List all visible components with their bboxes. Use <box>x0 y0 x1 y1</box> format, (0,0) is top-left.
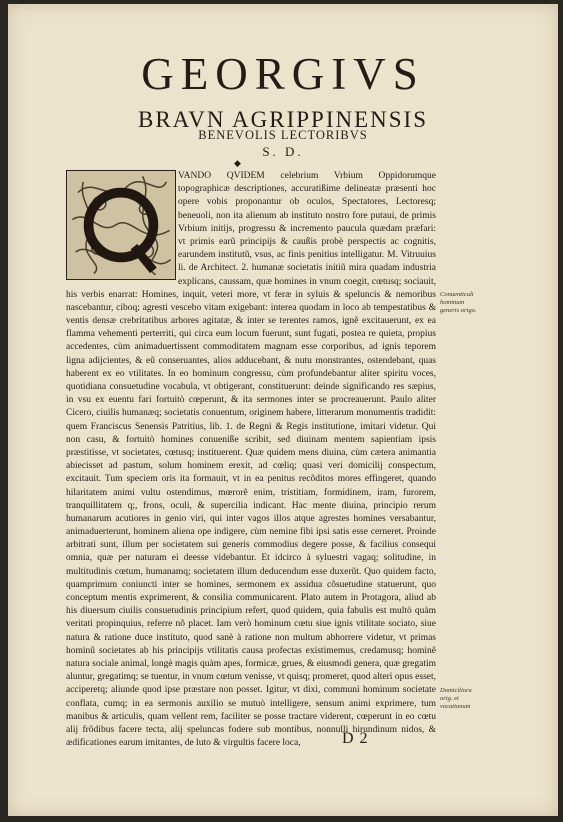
ornament-dot-icon: ◆ <box>234 158 241 168</box>
opening-words: VANDO QVIDEM <box>178 171 265 181</box>
margin-note: Domicilioru orig. et vocationum <box>440 687 472 710</box>
book-page <box>8 4 558 816</box>
author-epithet: BRAVN AGRIPPINENSIS <box>137 107 428 132</box>
body-text-block <box>66 170 436 786</box>
signature-mark: D 2 <box>342 730 369 747</box>
dedication-line: BENEVOLIS LECTORIBVS <box>198 128 368 142</box>
page-title: GEORGIVS <box>141 49 425 99</box>
salutation: S. D. <box>262 144 304 159</box>
margin-note: Conuenticuli hominum generis origo. <box>440 291 477 314</box>
body-text: celebrium Vrbium Oppidorumque topographicæ descriptiones, accuratißime delineatæ præsenti hoc opere vobis proponantur ob oculos, Spectatores, Lectoresq; beneuoli, non ita alienum ab instituto nostro fore putaui, de primis Vrbium initijs, progressu & incremento paucula quædam præfari: vt primis earũ principijs & caußis probè perspectis ac cognitis, earundem institutũ, vsus, ac finis penitius intelligatur. M. Vitruuius li. de Architect. 2. humanæ societatis initiũ mira quadam industria explicans, caussam, quæ homines in vnum coegit, cœtusq; sociauit, his verbis enarrat: Homines, inquit, veteri more, vt feræ in syluis & speluncis & nemoribus nascebantur, ciboq; agresti vescebo vitam exigebant: interea quodam in loco ab tempestatibus & ventis densæ crebritatibus arbores agitatæ, & inter se terentes ramos, ignẽ excitauerunt, ex ea flamma vehementi perterriti, qui circa eum locum fuerunt, sunt fugati, postea re quieta, propius accedentes, cùm animaduertissent commoditatem magnam esse corporibus, ad ignis teporem ligna adijcientes, & eũ conseruantes, alios adducebant, & nutu monstrantes, ostendebant, quas haberent ex eo vtilitates. In eo hominum congressu, cùm profundebantur aliter spiritu voces, quotidiana consuetudine vocabula, vt obtigerant, constituerunt: deinde significando res sæpius, in vsu ex euentu fari fortuitò cœperunt, & ita sermones inter se procreauerunt. Paulo aliter Cicero, ciuilis humanæq; societatis conuentum, originem habere, litterarum monumentis tradidit: quem Franciscus Senensis Patritius, lib. 1. de Regni & Regis institutione, imitari videtur. Qui non casu, & fortuitò homines conueniße scribit, sed diuinam mentem sapientiam ipsis præstitisse, vt societates, cœtusq; instituerent. Quæ quidem mens diuina, cùm cætera animantia abiecisset ad pastum, solum hominem erexit, ad cœliq; quasi veri domicilij conspectum, excitauit. Tum speciem oris ita formauit, vt in ea penitus recõditos mores effingeret, quando hilaritatem animi vultu ostendimus, mœrorẽ enim, tristitiam, formidinem, iram, furorem, tranquillitatem q;, frons, oculi, & supercilia indicant. Hac mente diuina, principio rerum humanarum acutiores in genio viri, qui inter vagos illos atque agrestes homines versabantur, animaduerterunt, hominem aliena ope indigere, cùm nemine fibi ipsi satis esse cerneret. Proinde arbitrati sunt, illum per societatem sui generis commodius degere posse, & facilius consequi omnia, quæ per naturam ei deesse videbantur. Et idcirco à syluestri vagaq; solitudine, in multitudinis cœtum, humanamq; societatem illum deducendum esse duxerũt. Quo quidem facto, quamprimum coniuncti inter se homines, sermonem ex assidua cõsuetudine statuerunt, quo conceptum mentis exprimerent, & consilia communicarent. Plato autem in Protagora, aliud ab his diuersum ciuilis consuetudinis principium refert, quod quidem, quia fabulis est multò quàm veritati propinquius, referre nõ placet. Iam verò hominum cœtu siue ignis vtilitate sociato, siue natura & ratione duce instituto, quod sanè à ratione non multum abhorrere videtur, vt primas hominũ societates ab his principijs vtilitatis causa profectas existimemus, credamusq; hominẽ natura sociale animal, longè magis quàm apes, formicæ, grues, & eiusmodi genera, quæ gregatim aluntur, gregatimq; se tuentur, in vnum cœtum venisse, vt quisq; promeret, quod alteri opus esset, acciperetq; aliunde quod ipse præstare non posset. Igitur, vt dixi, communi hominum societate conflata, cumq; in ea sermonis auxilio se mutuò intelligere, sensum animi exprimere, tum manibus & articulis, quam vellent rem, faciliter se posse tractare viderent, cœperunt in eo cœtu alij frõdibus facere tecta, alij speluncas fodere sub montibus, nonnulli hirundinum nidos, & ædificationes earum imitantes, de luto & virgultis facere loca, <box>66 171 436 749</box>
